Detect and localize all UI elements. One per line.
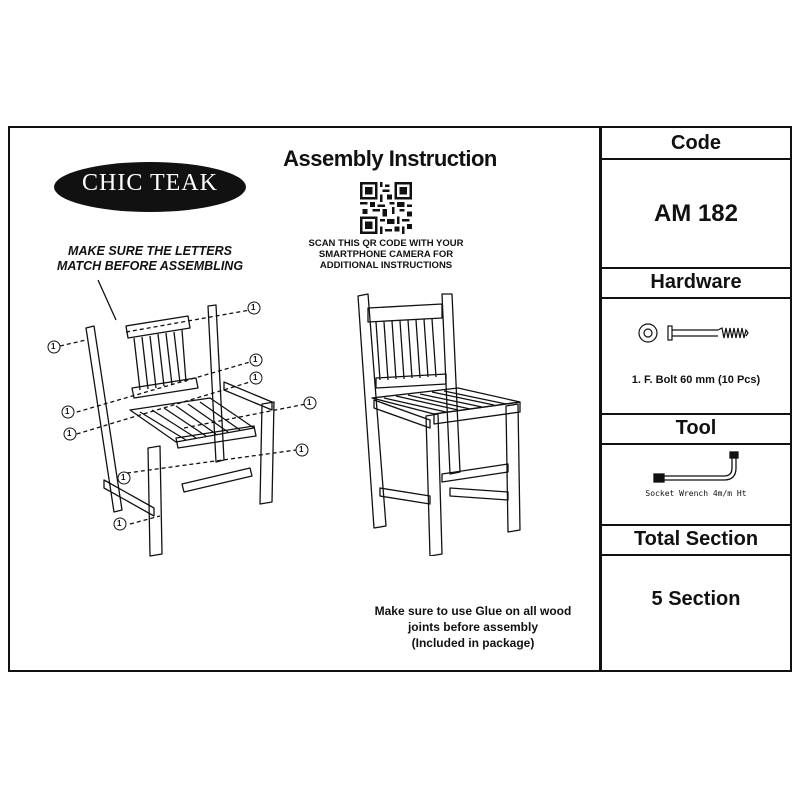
row-divider (602, 524, 790, 526)
hardware-label: Hardware (650, 271, 742, 293)
row-divider (602, 297, 790, 299)
total-section-value: 5 Section (651, 588, 741, 610)
row-divider (602, 158, 790, 160)
glue-note: Make sure to use Glue on all wood joints before assembly (Included in package) (374, 604, 572, 650)
tool-label: Tool (675, 417, 717, 439)
bolt-icon (636, 320, 756, 346)
row-divider (602, 413, 790, 415)
qr-code (360, 182, 412, 234)
qr-caption: SCAN THIS QR CODE WITH YOUR SMARTPHONE CAMERA FOR ADDITIONAL INSTRUCTIONS (308, 238, 464, 271)
callout-labels: 1 1 1 1 1 1 1 1 1 1 (51, 303, 312, 528)
socket-wrench-icon (652, 450, 742, 486)
row-divider (602, 443, 790, 445)
tool-item: Socket Wrench 4m/m Ht (645, 489, 747, 498)
row-divider (602, 267, 790, 269)
hardware-item: 1. F. Bolt 60 mm (10 Pcs) (631, 374, 761, 386)
code-label: Code (671, 132, 721, 154)
row-divider (602, 554, 790, 556)
logo-text: CHIC TEAK (82, 170, 218, 196)
page-title: Assembly Instruction (283, 146, 497, 171)
letters-warning: MAKE SURE THE LETTERS MATCH BEFORE ASSEMBLING (56, 244, 244, 273)
assembled-chair-diagram (350, 292, 530, 556)
total-section-label: Total Section (633, 528, 759, 550)
code-value: AM 182 (653, 200, 739, 227)
